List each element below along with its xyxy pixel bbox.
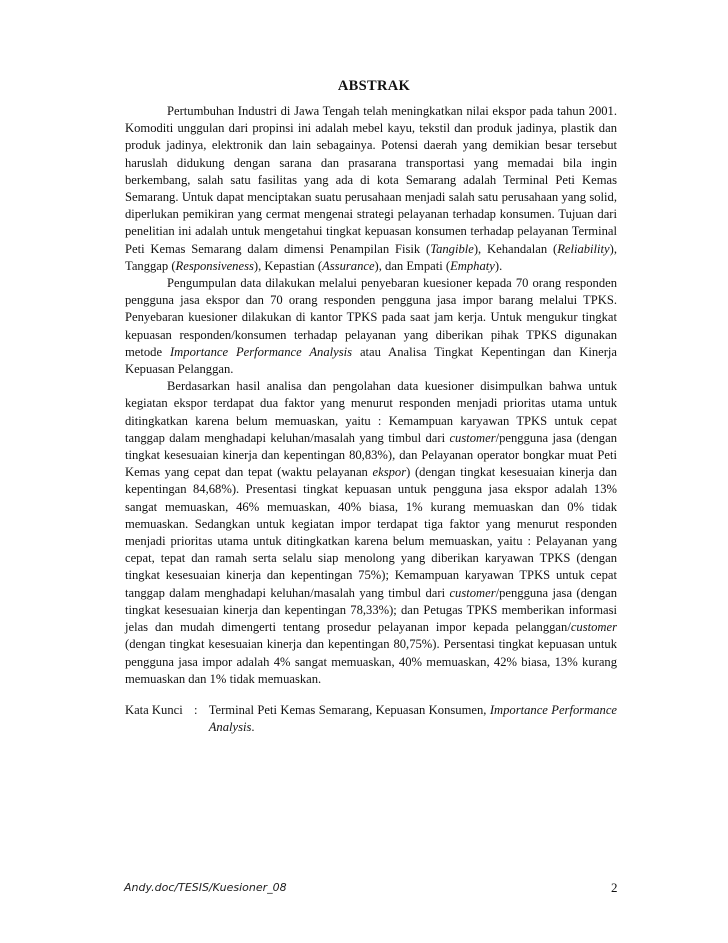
- italic-term: Importance Performance Analysis: [169, 344, 353, 359]
- paragraph-text: ), Kepastian (: [253, 258, 323, 273]
- paragraph-text: /pengguna jasa (dengan tingkat kesesuaian kinerja dan kepentingan 80,83%), dan Pelayanan operator bongkar muat Peti Kemas yang cepat dan tepat (waktu pelayanan: [125, 430, 617, 480]
- italic-term: customer: [449, 585, 496, 600]
- paragraph-text: (dengan tingkat kesesuaian kinerja dan kepentingan 80,75%). Persentasi tingkat kepuasan untuk pengguna jasa impor adalah 4% sangat memuaskan, 40% memuaskan, 42% biasa, 13% kurang memuaskan dan 1% tidak memuaskan.: [125, 637, 617, 686]
- keywords-italic: Importance Performance Analysis: [208, 703, 618, 735]
- keywords-label: Kata Kunci: [125, 703, 183, 717]
- italic-term: customer: [449, 430, 496, 445]
- paragraph-text: Pertumbuhan Industri di Jawa Tengah telah meningkatkan nilai ekspor pada tahun 2001. Komoditi unggulan dari propinsi ini adalah mebel kayu, tekstil dan produk jadinya, plastik dan produk jadinya, elektronik dan lain sebagainya. Potensi daerah yang demikian besar tersebut haruslah didukung dengan sarana dan prasarana transportasi yang memadai bila ingin berkembang, salah satu fasilitas yang ada di kota Semarang adalah Terminal Peti Kemas Semarang. Untuk dapat menciptakan suatu perusahaan menjadi salah satu perusahaan yang solid, diperlukan pemikiran yang cermat mengenai strategi pelayanan terhadap konsumen. Tujuan dari penelitian ini adalah untuk mengetahui tingkat kepuasan konsumen terhadap pelayanan Terminal Peti Kemas Semarang dalam dimensi Penampilan Fisik (: [125, 104, 617, 256]
- paragraph-text: ), dan Empati (: [374, 258, 451, 273]
- italic-term: Tangible: [430, 241, 474, 256]
- paragraph-text: /pengguna jasa (dengan tingkat kesesuaian kinerja dan kepentingan 78,33%); dan Petugas TPKS memberikan informasi jelas dan mudah dimengerti tentang prosedur pelayanan impor kepada pelanggan/: [125, 585, 617, 635]
- paragraph-text: Berdasarkan hasil analisa dan pengolahan data kuesioner disimpulkan bahwa untuk kegiatan ekspor terdapat dua faktor yang menurut responden menjadi prioritas utama untuk ditingkatkan karena belum memuaskan, yaitu : Kemampuan karyawan TPKS untuk cepat tanggap dalam menghadapi keluhan/masalah yang timbul dari: [125, 379, 617, 445]
- abstract-paragraph: [125, 275, 617, 378]
- paragraph-text: atau Analisa Tingkat Kepentingan dan Kinerja Kepuasan Pelanggan.: [125, 344, 618, 377]
- paragraph-text: ), Kehandalan (: [473, 241, 558, 256]
- abstract-paragraph: [125, 378, 617, 688]
- abstract-body: [125, 103, 617, 688]
- keywords-text: [209, 702, 617, 736]
- italic-term: ekspor: [372, 465, 407, 480]
- keywords-separator: :: [193, 703, 198, 717]
- paragraph-text: ).: [494, 258, 503, 273]
- italic-term: Assurance: [322, 258, 375, 273]
- italic-term: customer: [570, 620, 617, 635]
- page-number: 2: [611, 880, 618, 895]
- italic-term: Reliability: [557, 241, 610, 256]
- italic-term: Responsiveness: [175, 258, 254, 273]
- paragraph-text: ), Tanggap (: [125, 241, 617, 273]
- abstract-paragraph: [125, 103, 617, 275]
- abstract-title: ABSTRAK: [337, 78, 411, 94]
- paragraph-text: ) (dengan tingkat kesesuaian kinerja dan kepentingan 84,68%). Presentasi tingkat kepuasan untuk pengguna jasa ekspor adalah 13% sangat memuaskan, 46% memuaskan, 40% biasa, 1% kurang memuaskan dan 0% tidak memuaskan. Sedangkan untuk kegiatan impor terdapat tiga faktor yang menurut responden menjadi prioritas utama untuk ditingkatkan karena belum memuaskan, yaitu : Pelayanan yang cepat, tepat dan ramah serta selalu siap menolong yang diberikan karyawan TPKS (dengan tingkat kesesuaian kinerja dan kepentingan 75%); Kemampuan karyawan TPKS untuk cepat tanggap dalam menghadapi keluhan/masalah yang timbul dari: [125, 465, 617, 600]
- keywords-block: [125, 702, 617, 736]
- keywords-plain: Terminal Peti Kemas Semarang, Kepuasan Konsumen,: [208, 703, 490, 717]
- footer-filename: Andy.doc/TESIS/Kuesioner_08: [124, 881, 287, 894]
- keywords-end: .: [251, 720, 255, 735]
- italic-term: Emphaty: [450, 258, 495, 273]
- paragraph-text: Pengumpulan data dilakukan melalui penyebaran kuesioner kepada 70 orang responden pengguna jasa ekspor dan 70 orang responden pengguna jasa impor barang melalui TPKS. Penyebaran kuesioner dilakukan di kantor TPKS pada saat jam kerja. Untuk mengukur tingkat kepuasan responden/konsumen terhadap pelayanan yang diberikan pihak TPKS digunakan metode: [125, 276, 617, 359]
